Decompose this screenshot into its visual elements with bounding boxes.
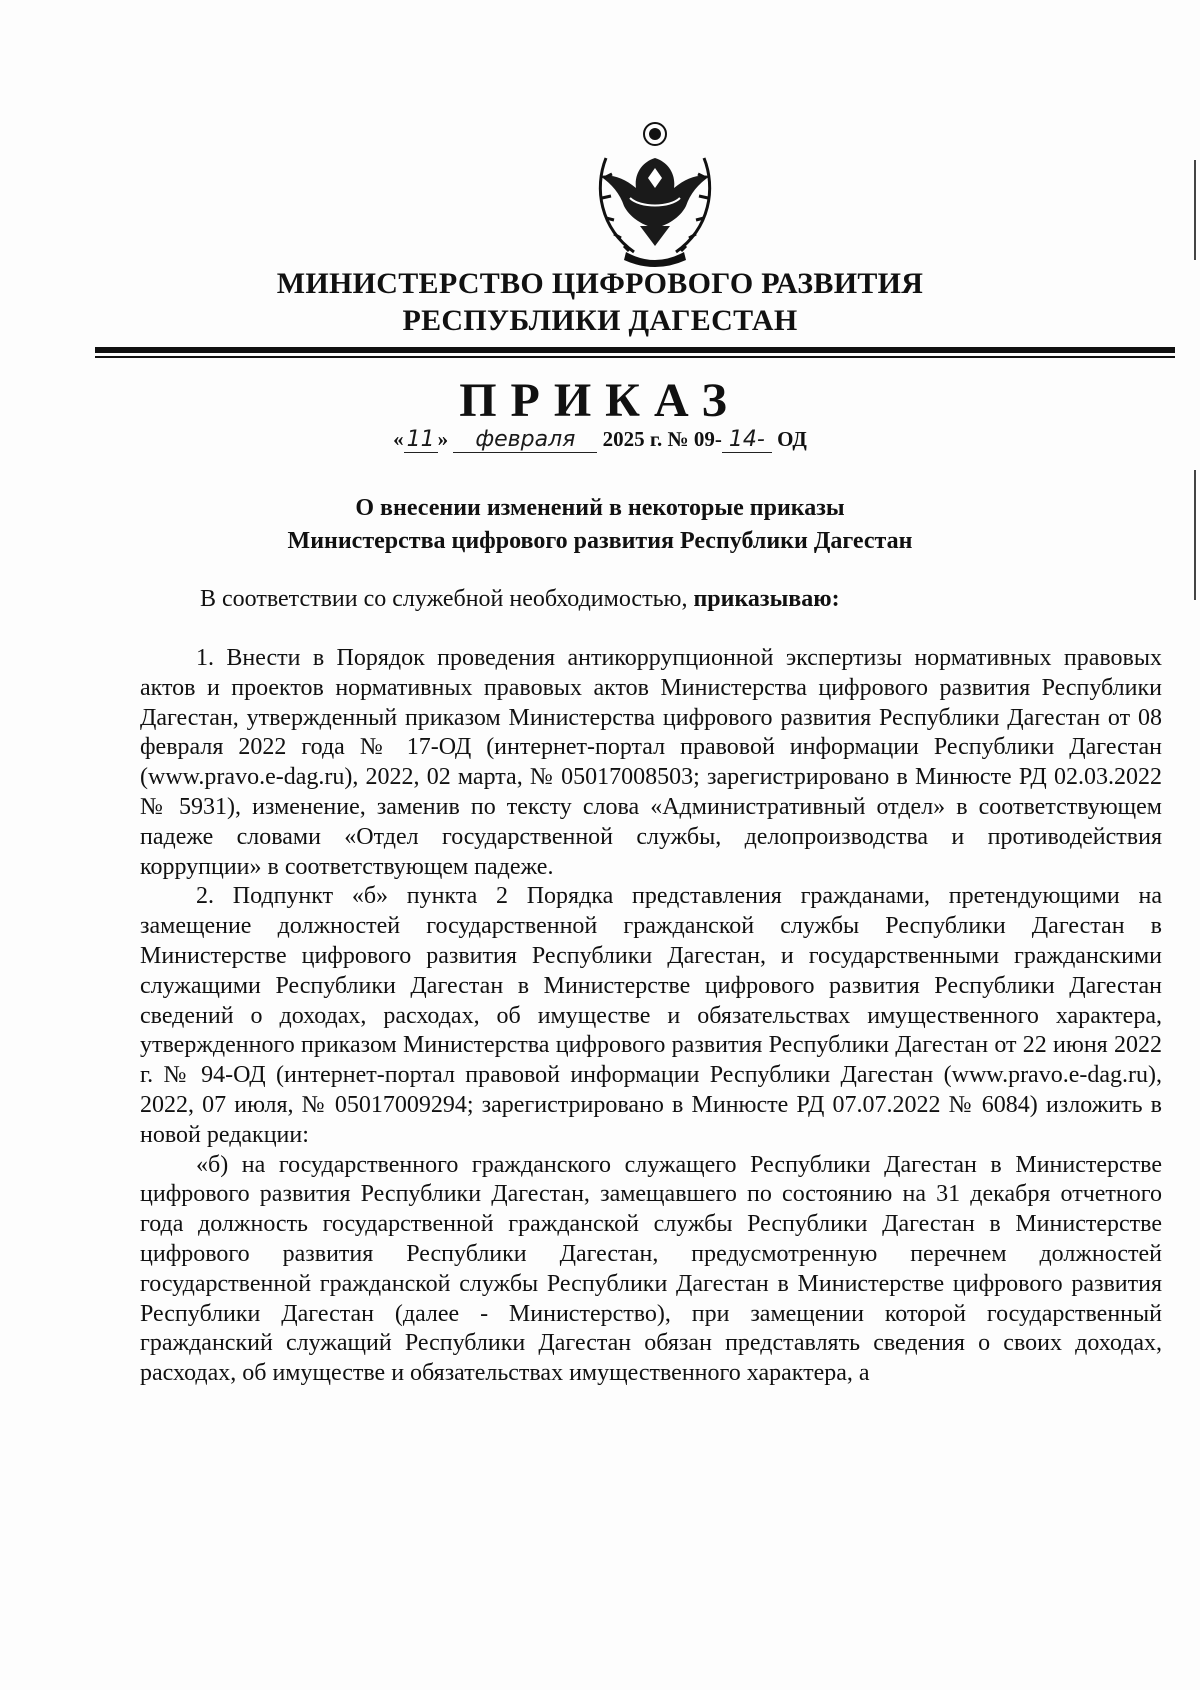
order-number-handwritten: 14- bbox=[722, 428, 772, 453]
ministry-name-line1: МИНИСТЕРСТВО ЦИФРОВОГО РАЗВИТИЯ bbox=[276, 267, 924, 300]
ministry-name-line2: РЕСПУБЛИКИ ДАГЕСТАН bbox=[402, 304, 798, 337]
paragraph-1: 1. Внести в Порядок проведения антикоррупционной экспертизы нормативных правовых актов и проектов нормативных правовых актов Министерства цифрового развития Республики Дагестан, утвержденный приказом Министерства цифрового развития Республики Дагестан от 08 февраля 2022 года № 17-ОД (интернет-портал правовой информации Республики Дагестан (www.pravo.e-dag.ru), 2022, 02 марта, № 05017008503; зарегистрировано в Минюсте РД 02.03.2022 № 5931), изменение, заменив по тексту слова «Административный отдел» в соответствующем падеже словами «Отдел государственной службы, делопроизводства и противодействия коррупции» в соответствующем падеже. bbox=[140, 645, 1162, 880]
order-month-handwritten: февраля bbox=[453, 428, 597, 453]
paragraph-2b: «б) на государственного гражданского служащего Республики Дагестан в Министерстве цифрового развития Республики Дагестан, замещавшего по состоянию на 31 декабря отчетного года должность государственной гражданской службы Республики Дагестан в Министерстве цифрового развития Республики Дагестан, предусмотренную перечнем должностей государственной гражданской службы Республики Дагестан в Министерстве цифрового развития Республики Дагестан (далее - Министерство), при замещении которой государственный гражданский служащий Республики Дагестан обязан представлять сведения о своих доходах, расходах, об имуществе и обязательствах имущественного характера, а bbox=[140, 1151, 1162, 1387]
preamble bbox=[200, 584, 1160, 614]
scan-margin-mark bbox=[1194, 470, 1196, 600]
preamble-emphasis: приказываю: bbox=[693, 586, 840, 612]
document-body bbox=[140, 644, 1162, 1389]
paragraph-2: 2. Подпункт «б» пункта 2 Порядка представления гражданами, претендующими на замещение должностей государственной гражданской службы Республики Дагестан в Министерстве цифрового развития Республики Дагестан, и государственными гражданскими служащими Республики Дагестан в Министерстве цифрового развития Республики Дагестан сведений о доходах, расходах, об имуществе и обязательствах имущественного характера, утвержденного приказом Министерства цифрового развития Республики Дагестан от 22 июня 2022 г. № 94-ОД (интернет-портал правовой информации Республики Дагестан (www.pravo.e-dag.ru), 2022, 07 июля, № 05017009294; зарегистрировано в Минюсте РД 07.07.2022 № 6084) изложить в новой редакции: bbox=[140, 883, 1162, 1148]
order-year: 2025 г. bbox=[602, 427, 663, 451]
scan-margin-mark bbox=[1194, 160, 1196, 260]
preamble-text: В соответствии со служебной необходимостью, bbox=[200, 586, 688, 612]
subject-line2: Министерства цифрового развития Республики Дагестан bbox=[287, 528, 913, 554]
document-type-title: ПРИКАЗ bbox=[459, 374, 741, 427]
order-number-suffix: ОД bbox=[777, 427, 807, 451]
open-quote: « bbox=[393, 427, 404, 451]
subject-line1: О внесении изменений в некоторые приказы bbox=[355, 495, 845, 521]
order-day-handwritten: 11 bbox=[404, 428, 438, 453]
close-quote: » bbox=[437, 427, 449, 451]
header-divider-thick bbox=[95, 347, 1175, 353]
order-number-prefix: № 09- bbox=[667, 427, 722, 451]
header-divider-thin bbox=[95, 356, 1175, 358]
coat-of-arms-icon bbox=[590, 118, 720, 268]
order-date-number-line bbox=[300, 424, 900, 454]
